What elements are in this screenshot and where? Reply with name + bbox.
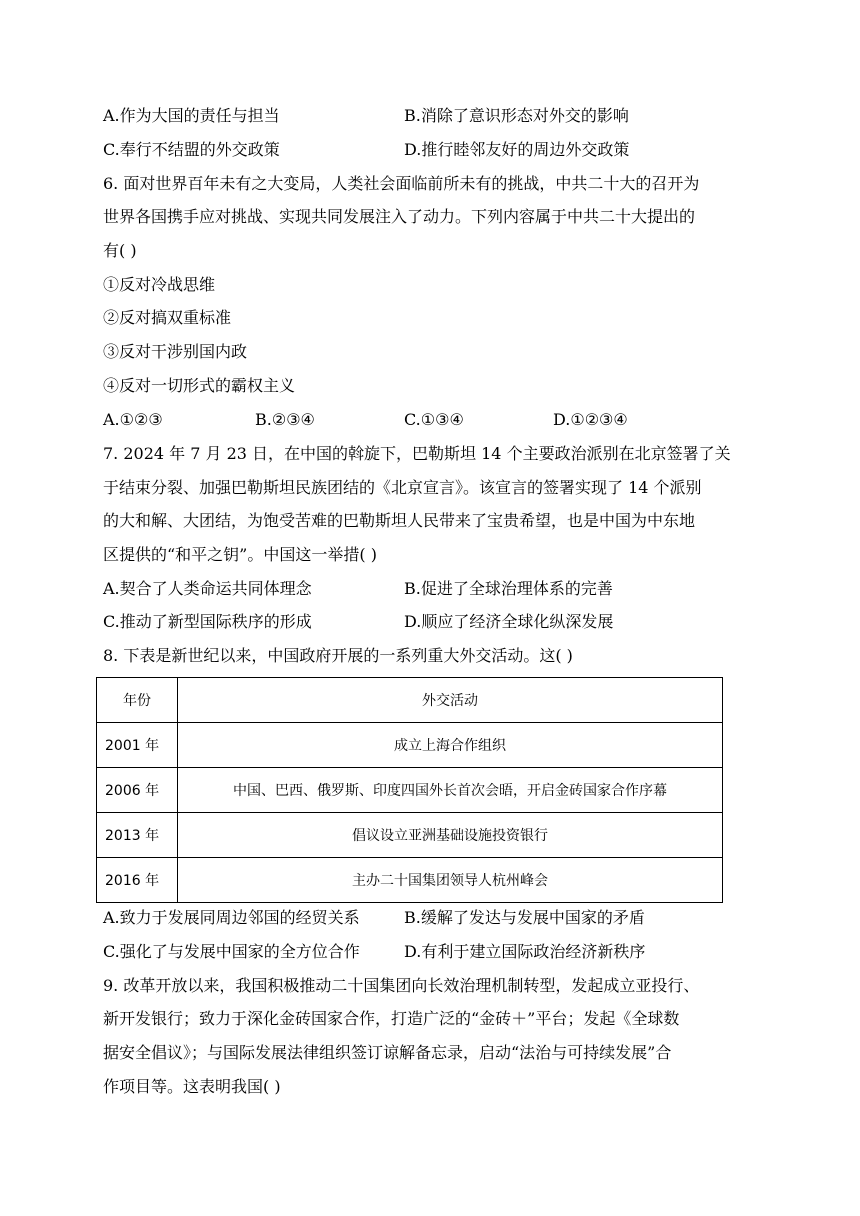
- table-cell-activity: 中国、巴西、俄罗斯、印度四国外长首次会晤，开启金砖国家合作序幕: [178, 768, 723, 813]
- q7-stem-line4: 区提供的“和平之钥”。中国这一举措( ): [103, 545, 377, 564]
- q9-stem-line2: 新开发银行；致力于深化金砖国家合作，打造广泛的“金砖＋”平台；发起《全球数: [103, 1009, 680, 1028]
- table-header-year: 年份: [97, 678, 178, 723]
- q8-option-c[interactable]: C.强化了与发展中国家的全方位合作: [103, 942, 360, 961]
- table-header-activity: 外交活动: [178, 678, 723, 723]
- q5-option-c[interactable]: C.奉行不结盟的外交政策: [103, 140, 280, 159]
- q7-option-a[interactable]: A.契合了人类命运共同体理念: [103, 579, 312, 598]
- q6-stem-line1: 6. 面对世界百年未有之大变局，人类社会面临前所未有的挑战，中共二十大的召开为: [103, 174, 700, 193]
- q8-stem: 8. 下表是新世纪以来，中国政府开展的一系列重大外交活动。这( ): [103, 646, 573, 665]
- table-cell-year: 2013 年: [97, 813, 178, 858]
- q8-option-a[interactable]: A.致力于发展同周边邻国的经贸关系: [103, 908, 360, 927]
- table-cell-activity: 倡议设立亚洲基础设施投资银行: [178, 813, 723, 858]
- q7-option-b[interactable]: B.促进了全球治理体系的完善: [404, 579, 613, 598]
- q5-option-a[interactable]: A.作为大国的责任与担当: [103, 106, 280, 125]
- q6-option-a[interactable]: A.①②③: [103, 410, 163, 429]
- q7-option-c[interactable]: C.推动了新型国际秩序的形成: [103, 612, 312, 631]
- table-row: [97, 813, 723, 858]
- table-row: [97, 723, 723, 768]
- table-row: [97, 768, 723, 813]
- q6-option-b[interactable]: B.②③④: [255, 410, 315, 429]
- q7-stem-line1: 7. 2024 年 7 月 23 日，在中国的斡旋下，巴勒斯坦 14 个主要政治派别在北京签署了关: [103, 444, 731, 463]
- q6-item-3: ③反对干涉别国内政: [103, 342, 248, 361]
- q7-stem-line2: 于结束分裂、加强巴勒斯坦民族团结的《北京宣言》。该宣言的签署实现了 14 个派别: [103, 478, 702, 497]
- q9-stem-line3: 据安全倡议》；与国际发展法律组织签订谅解备忘录，启动“法治与可持续发展”合: [103, 1043, 672, 1062]
- q5-option-b[interactable]: B.消除了意识形态对外交的影响: [404, 106, 629, 125]
- table-cell-activity: 成立上海合作组织: [178, 723, 723, 768]
- diplomacy-table: [96, 677, 723, 903]
- table-row: [97, 858, 723, 903]
- q8-option-b[interactable]: B.缓解了发达与发展中国家的矛盾: [404, 908, 645, 927]
- q6-option-d[interactable]: D.①②③④: [553, 410, 628, 429]
- q6-stem-line2: 世界各国携手应对挑战、实现共同发展注入了动力。下列内容属于中共二十大提出的: [103, 207, 696, 226]
- table-cell-year: 2006 年: [97, 768, 178, 813]
- q6-item-1: ①反对冷战思维: [103, 275, 216, 294]
- table-header-row: [97, 678, 723, 723]
- q6-stem-line3: 有( ): [103, 241, 137, 260]
- q9-stem-line4: 作项目等。这表明我国( ): [103, 1077, 281, 1096]
- q6-option-c[interactable]: C.①③④: [404, 410, 464, 429]
- q6-item-4: ④反对一切形式的霸权主义: [103, 376, 296, 395]
- table-cell-year: 2001 年: [97, 723, 178, 768]
- table-cell-activity: 主办二十国集团领导人杭州峰会: [178, 858, 723, 903]
- q5-option-d[interactable]: D.推行睦邻友好的周边外交政策: [404, 140, 630, 159]
- table-cell-year: 2016 年: [97, 858, 178, 903]
- q9-stem-line1: 9. 改革开放以来，我国积极推动二十国集团向长效治理机制转型，发起成立亚投行、: [103, 976, 700, 995]
- q8-option-d[interactable]: D.有利于建立国际政治经济新秩序: [404, 942, 646, 961]
- q6-item-2: ②反对搞双重标准: [103, 308, 232, 327]
- q7-stem-line3: 的大和解、大团结，为饱受苦难的巴勒斯坦人民带来了宝贵希望，也是中国为中东地: [103, 511, 696, 530]
- q7-option-d[interactable]: D.顺应了经济全球化纵深发展: [404, 612, 614, 631]
